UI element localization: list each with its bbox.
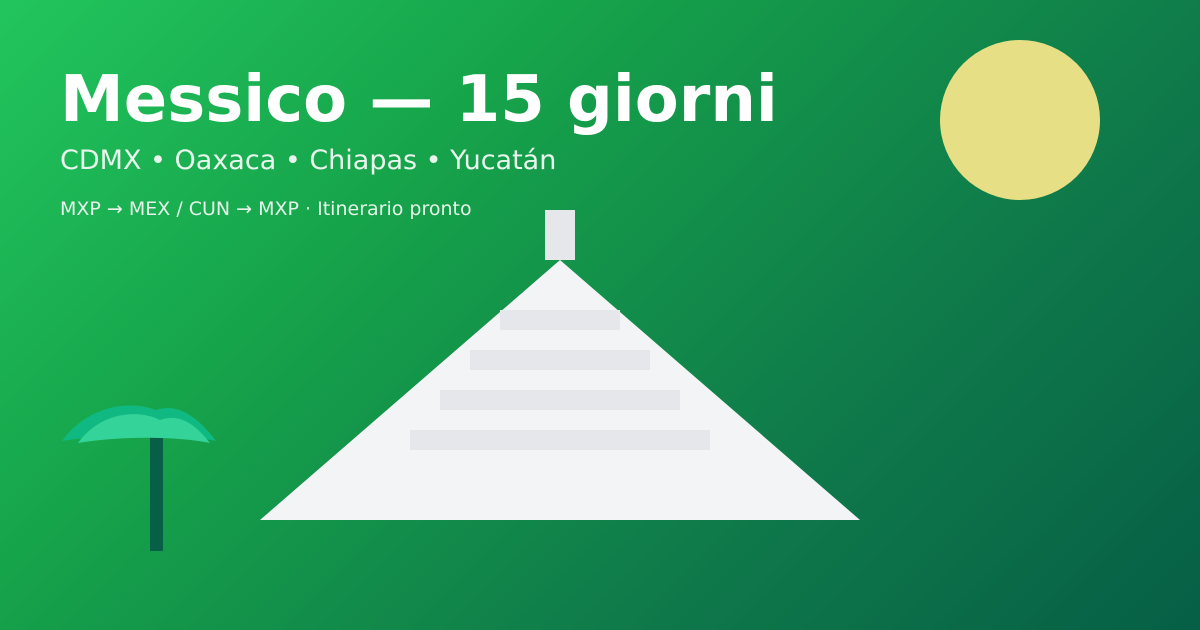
pyramid-step bbox=[470, 350, 650, 370]
palm-trunk bbox=[150, 430, 163, 551]
pyramid-step bbox=[440, 390, 680, 410]
palm-tree-icon bbox=[62, 405, 216, 551]
flight-route-info: MXP → MEX / CUN → MXP · Itinerario pronto bbox=[60, 198, 472, 220]
pyramid-temple bbox=[545, 210, 575, 260]
page-title: Messico — 15 giorni bbox=[60, 63, 778, 137]
pyramid-step bbox=[410, 430, 710, 450]
pyramid-icon bbox=[260, 210, 860, 520]
destinations-subtitle: CDMX • Oaxaca • Chiapas • Yucatán bbox=[60, 145, 557, 176]
pyramid-step bbox=[500, 310, 620, 330]
sun-icon bbox=[940, 40, 1100, 200]
